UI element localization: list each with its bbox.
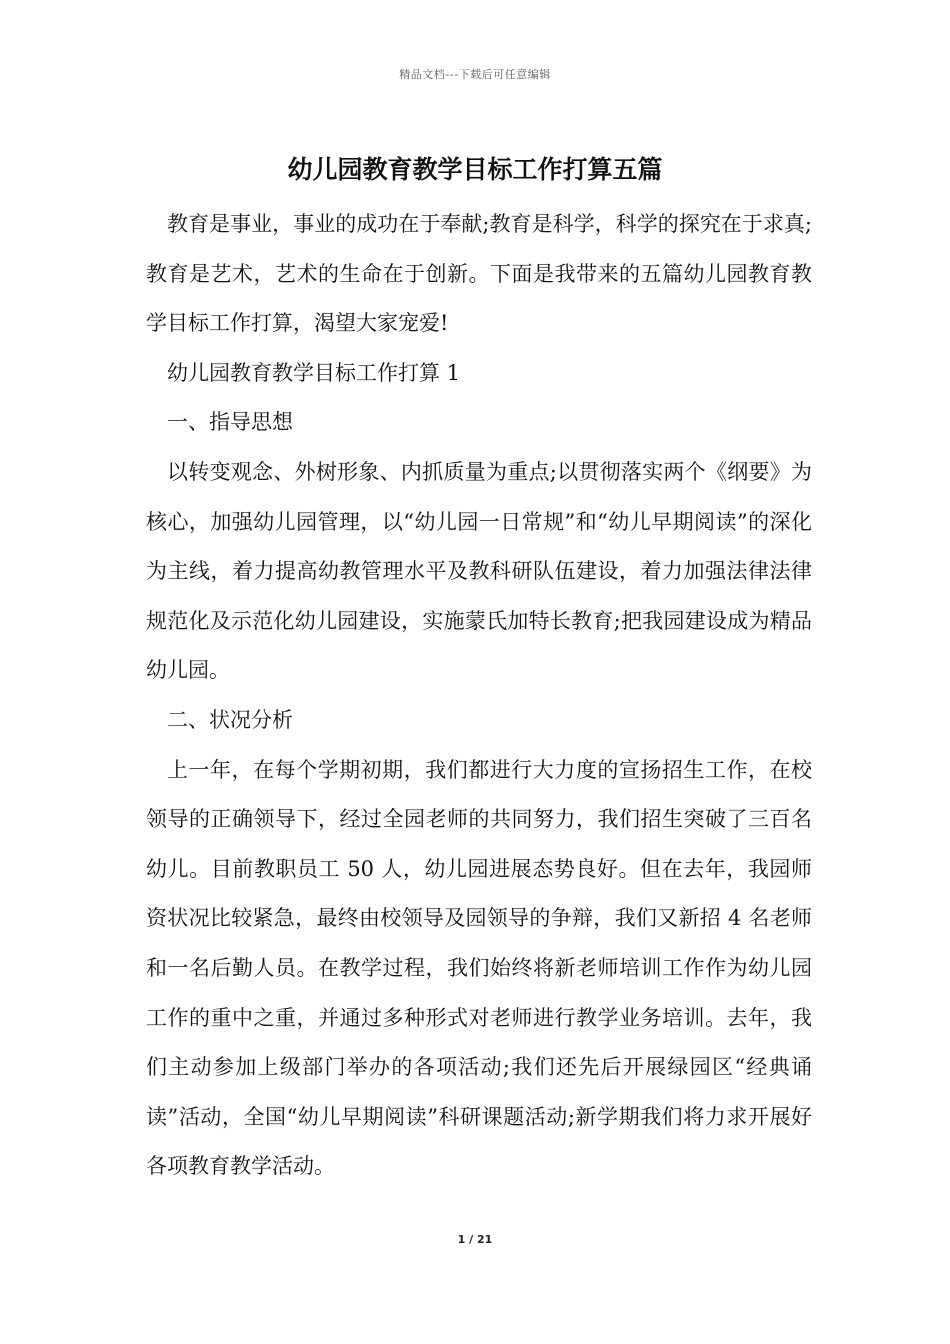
document-body [146,200,812,1192]
header-note: 精品文档---下载后可任意编辑 [399,68,551,81]
section-title: 幼儿园教育教学目标工作打算 1 [167,360,461,385]
guiding-thought-paragraph: 以转变观念、外树形象、内抓质量为重点;以贯彻落实两个《纲要》为核心，加强幼儿园管理，以“幼儿园一日常规”和“幼儿早期阅读”的深化为主线，着力提高幼教管理水平及教科研队伍建设，着力加强法律法律规范化及示范化幼儿园建设，实施蒙氏加特长教育;把我园建设成为精品幼儿园。 [146,459,812,683]
subsection-heading-guiding-thought: 一、指导思想 [167,410,293,435]
page-number: 1 / 21 [457,1233,493,1246]
intro-paragraph: 教育是事业，事业的成功在于奉献;教育是科学，科学的探究在于求真;教育是艺术，艺术的生命在于创新。下面是我带来的五篇幼儿园教育教学目标工作打算，渴望大家宠爱! [146,212,812,336]
document-title: 幼儿园教育教学目标工作打算五篇 [287,155,663,184]
subsection-heading-situation-analysis: 二、状况分析 [167,707,293,732]
situation-analysis-paragraph: 上一年，在每个学期初期，我们都进行大力度的宣扬招生工作，在校领导的正确领导下，经过全园老师的共同努力，我们招生突破了三百名幼儿。目前教职员工 50 人，幼儿园进展态势良好。但在去年，我园师资状况比较紧急，最终由校领导及园领导的争辩，我们又新招 4 名老师和一名后勤人员。在教学过程，我们始终将新老师培训工作作为幼儿园工作的重中之重，并通过多种形式对老师进行教学业务培训。去年，我们主动参加上级部门举办的各项活动;我们还先后开展绿园区“经典诵读”活动，全国“幼儿早期阅读”科研课题活动;新学期我们将力求开展好各项教育教学活动。 [146,757,812,1179]
